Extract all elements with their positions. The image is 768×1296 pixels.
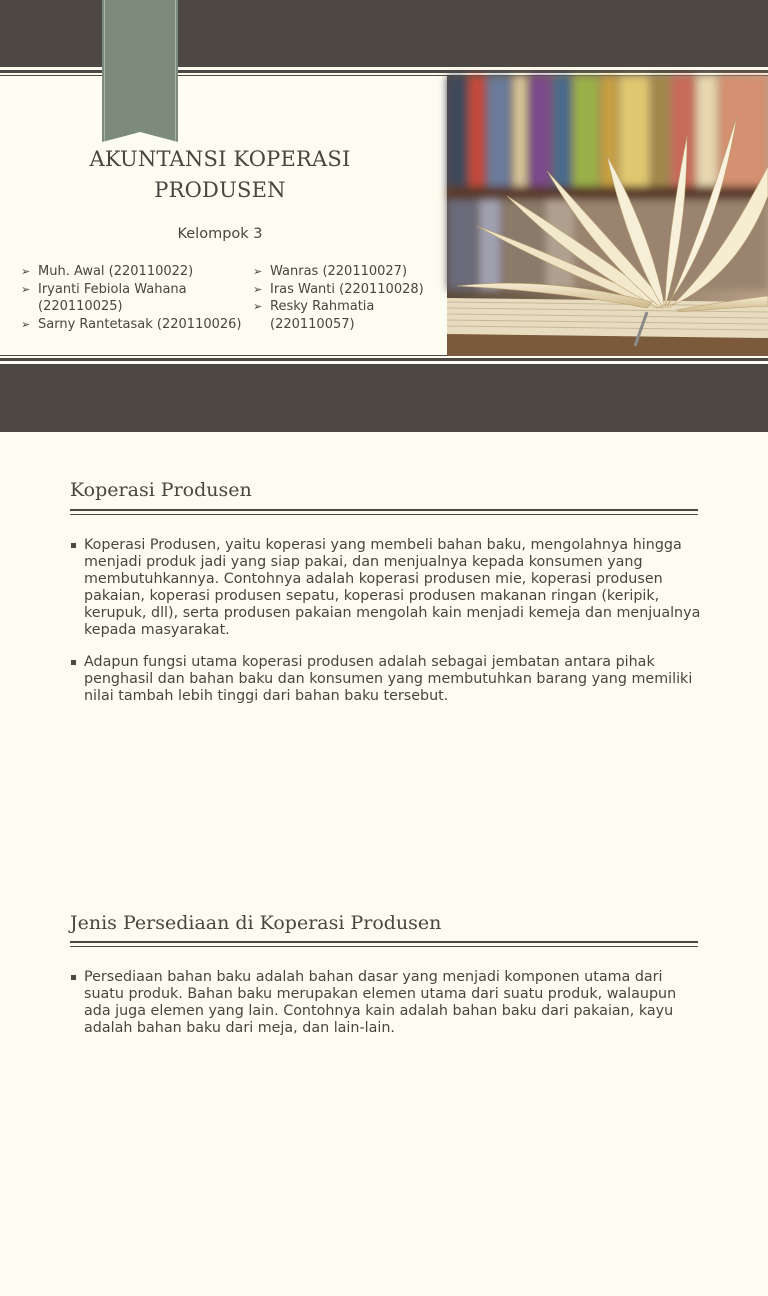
section-heading: Jenis Persediaan di Koperasi Produsen — [70, 912, 442, 934]
member-list-left — [20, 263, 245, 333]
arrow-bullet-icon: ➢ — [21, 282, 31, 296]
arrow-bullet-icon: ➢ — [253, 282, 263, 296]
list-item: Adapun fungsi utama koperasi produsen adalah sebagai jembatan antara pihak penghasil dan bahan baku dan konsumen yang membutuhkan barang yang memiliki nilai tambah lebih tinggi dari bahan baku tersebut. — [70, 654, 702, 705]
square-bullet-icon — [71, 543, 76, 548]
list-item: ➢ Wanras (220110027) — [253, 264, 408, 279]
bullet-list — [70, 537, 702, 719]
list-item: Koperasi Produsen, yaitu koperasi yang membeli bahan baku, mengolahnya hingga menjadi produk jadi yang siap pakai, dan menjualnya kepada konsumen yang membutuhkannya. Contohnya adalah koperasi produsen mie, koperasi produsen pakaian, koperasi produsen sepatu, koperasi produsen makanan ringan (keripik, kerupuk, dll), serta produsen pakaian mengolah kain menjadi kemeja dan menjualnya kepada masyarakat. — [70, 537, 702, 640]
list-item: ➢ Iryanti Febiola Wahana (220110025) — [21, 281, 187, 314]
list-item: ➢ Resky Rahmatia (220110057) — [253, 299, 375, 332]
arrow-bullet-icon: ➢ — [253, 300, 263, 313]
list-item: Persediaan bahan baku adalah bahan dasar yang menjadi komponen utama dari suatu produk. Bahan baku merupakan elemen utama dari suatu produk, walaupun ada juga elemen yang lain. Contohnya kain adalah bahan baku dari pakaian, kayu adalah bahan baku dari meja, dan lain-lain. — [70, 969, 702, 1037]
arrow-bullet-icon: ➢ — [253, 265, 263, 278]
bottom-band — [0, 364, 768, 432]
bullet-list — [70, 969, 702, 1051]
list-item: ➢ Iras Wanti (220110028) — [253, 281, 424, 297]
member-list-right — [252, 263, 442, 333]
slide-subtitle: Kelompok 3 — [177, 226, 263, 242]
content-slide-koperasi-produsen — [0, 432, 768, 864]
square-bullet-icon — [71, 975, 76, 980]
bookmark-ribbon — [102, 0, 178, 142]
bottom-rule — [0, 358, 768, 361]
section-heading: Koperasi Produsen — [70, 479, 252, 501]
content-slide-jenis-persediaan — [0, 864, 768, 1296]
slide-title: AKUNTANSI KOPERASI PRODUSEN — [89, 147, 351, 202]
list-item: ➢ Sarny Rantetasak (220110026) — [21, 316, 242, 332]
title-slide — [0, 0, 768, 432]
arrow-bullet-icon: ➢ — [21, 317, 31, 331]
square-bullet-icon — [71, 660, 76, 665]
list-item: ➢ Muh. Awal (220110022) — [21, 264, 194, 279]
open-book-image — [447, 76, 768, 356]
arrow-bullet-icon: ➢ — [21, 265, 31, 278]
